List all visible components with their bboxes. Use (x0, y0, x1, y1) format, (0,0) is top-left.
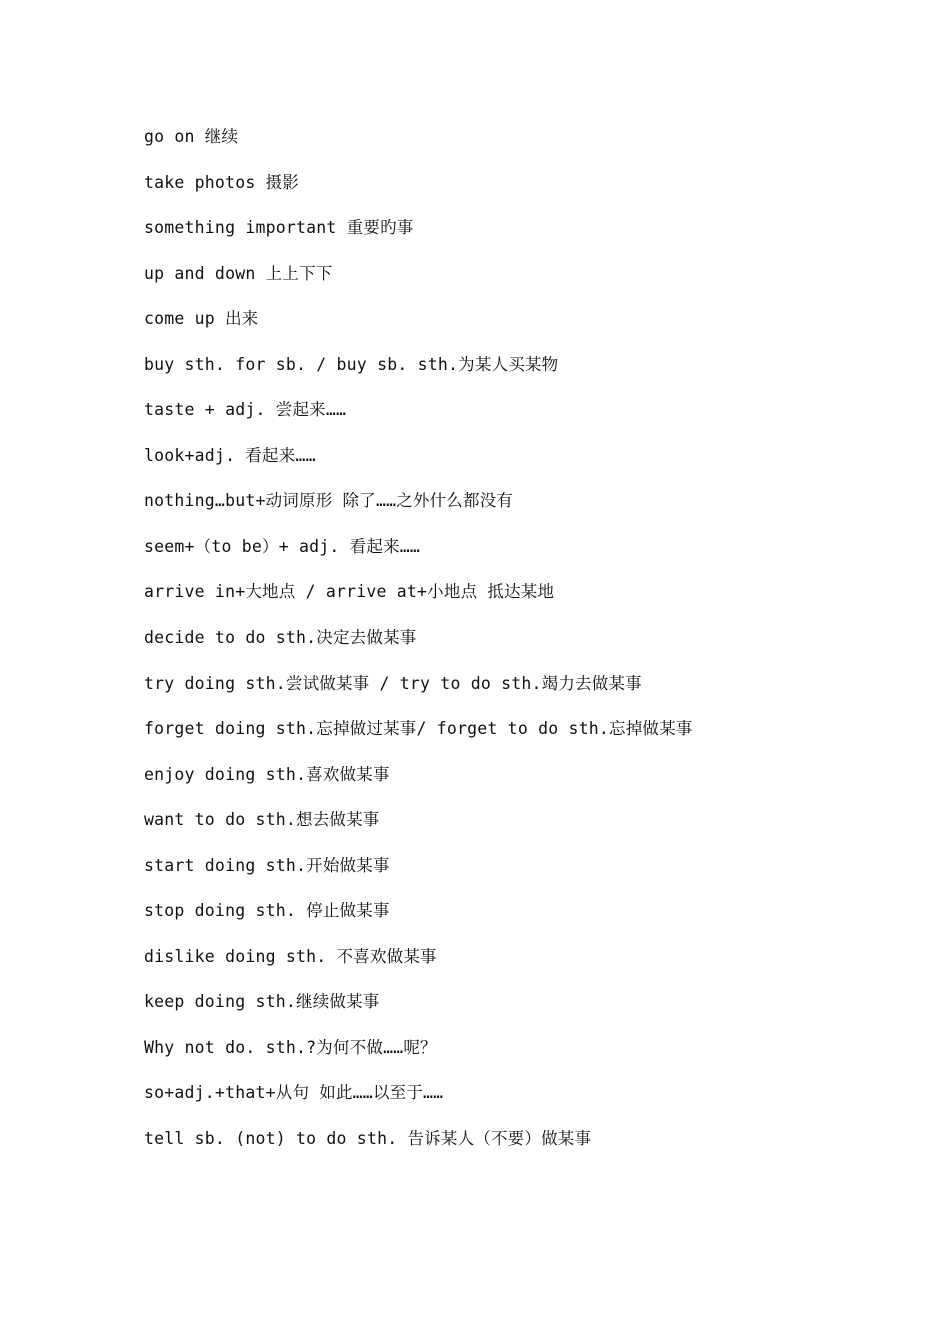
phrase-line: decide to do sth.决定去做某事 (144, 628, 417, 648)
phrase-line: seem+（to be）+ adj. 看起来…… (144, 536, 421, 556)
phrase-line: enjoy doing sth.喜欢做某事 (144, 764, 390, 784)
phrase-line: dislike doing sth. 不喜欢做某事 (144, 946, 437, 966)
phrase-line: buy sth. for sb. / buy sb. sth.为某人买某物 (144, 354, 559, 374)
phrase-line: want to do sth.想去做某事 (144, 810, 380, 830)
phrase-line: forget doing sth.忘掉做过某事/ forget to do sth.忘掉做某事 (144, 719, 693, 739)
phrase-line: Why not do. sth.?为何不做……呢？ (144, 1037, 437, 1057)
phrase-line: arrive in+大地点 / arrive at+小地点 抵达某地 (144, 582, 555, 602)
phrase-line: nothing…but+动词原形 除了……之外什么都没有 (144, 491, 514, 511)
phrase-line: tell sb. (not) to do sth. 告诉某人（不要）做某事 (144, 1129, 592, 1149)
phrase-line: start doing sth.开始做某事 (144, 855, 390, 875)
phrase-line: so+adj.+that+从句 如此……以至于…… (144, 1083, 444, 1103)
phrase-line: take photos 摄影 (144, 172, 300, 192)
phrase-line: keep doing sth.继续做某事 (144, 992, 380, 1012)
phrase-line: up and down 上上下下 (144, 263, 333, 283)
phrase-line: go on 继续 (144, 127, 239, 146)
phrase-list (144, 121, 693, 1169)
phrase-line: something important 重要旳事 (144, 218, 414, 238)
phrase-line: try doing sth.尝试做某事 / try to do sth.竭力去做某事 (144, 673, 642, 693)
phrase-line: look+adj. 看起来…… (144, 445, 316, 465)
phrase-line: taste + adj. 尝起来…… (144, 400, 347, 420)
phrase-line: stop doing sth. 停止做某事 (144, 901, 390, 921)
phrase-line: come up 出来 (144, 309, 259, 329)
